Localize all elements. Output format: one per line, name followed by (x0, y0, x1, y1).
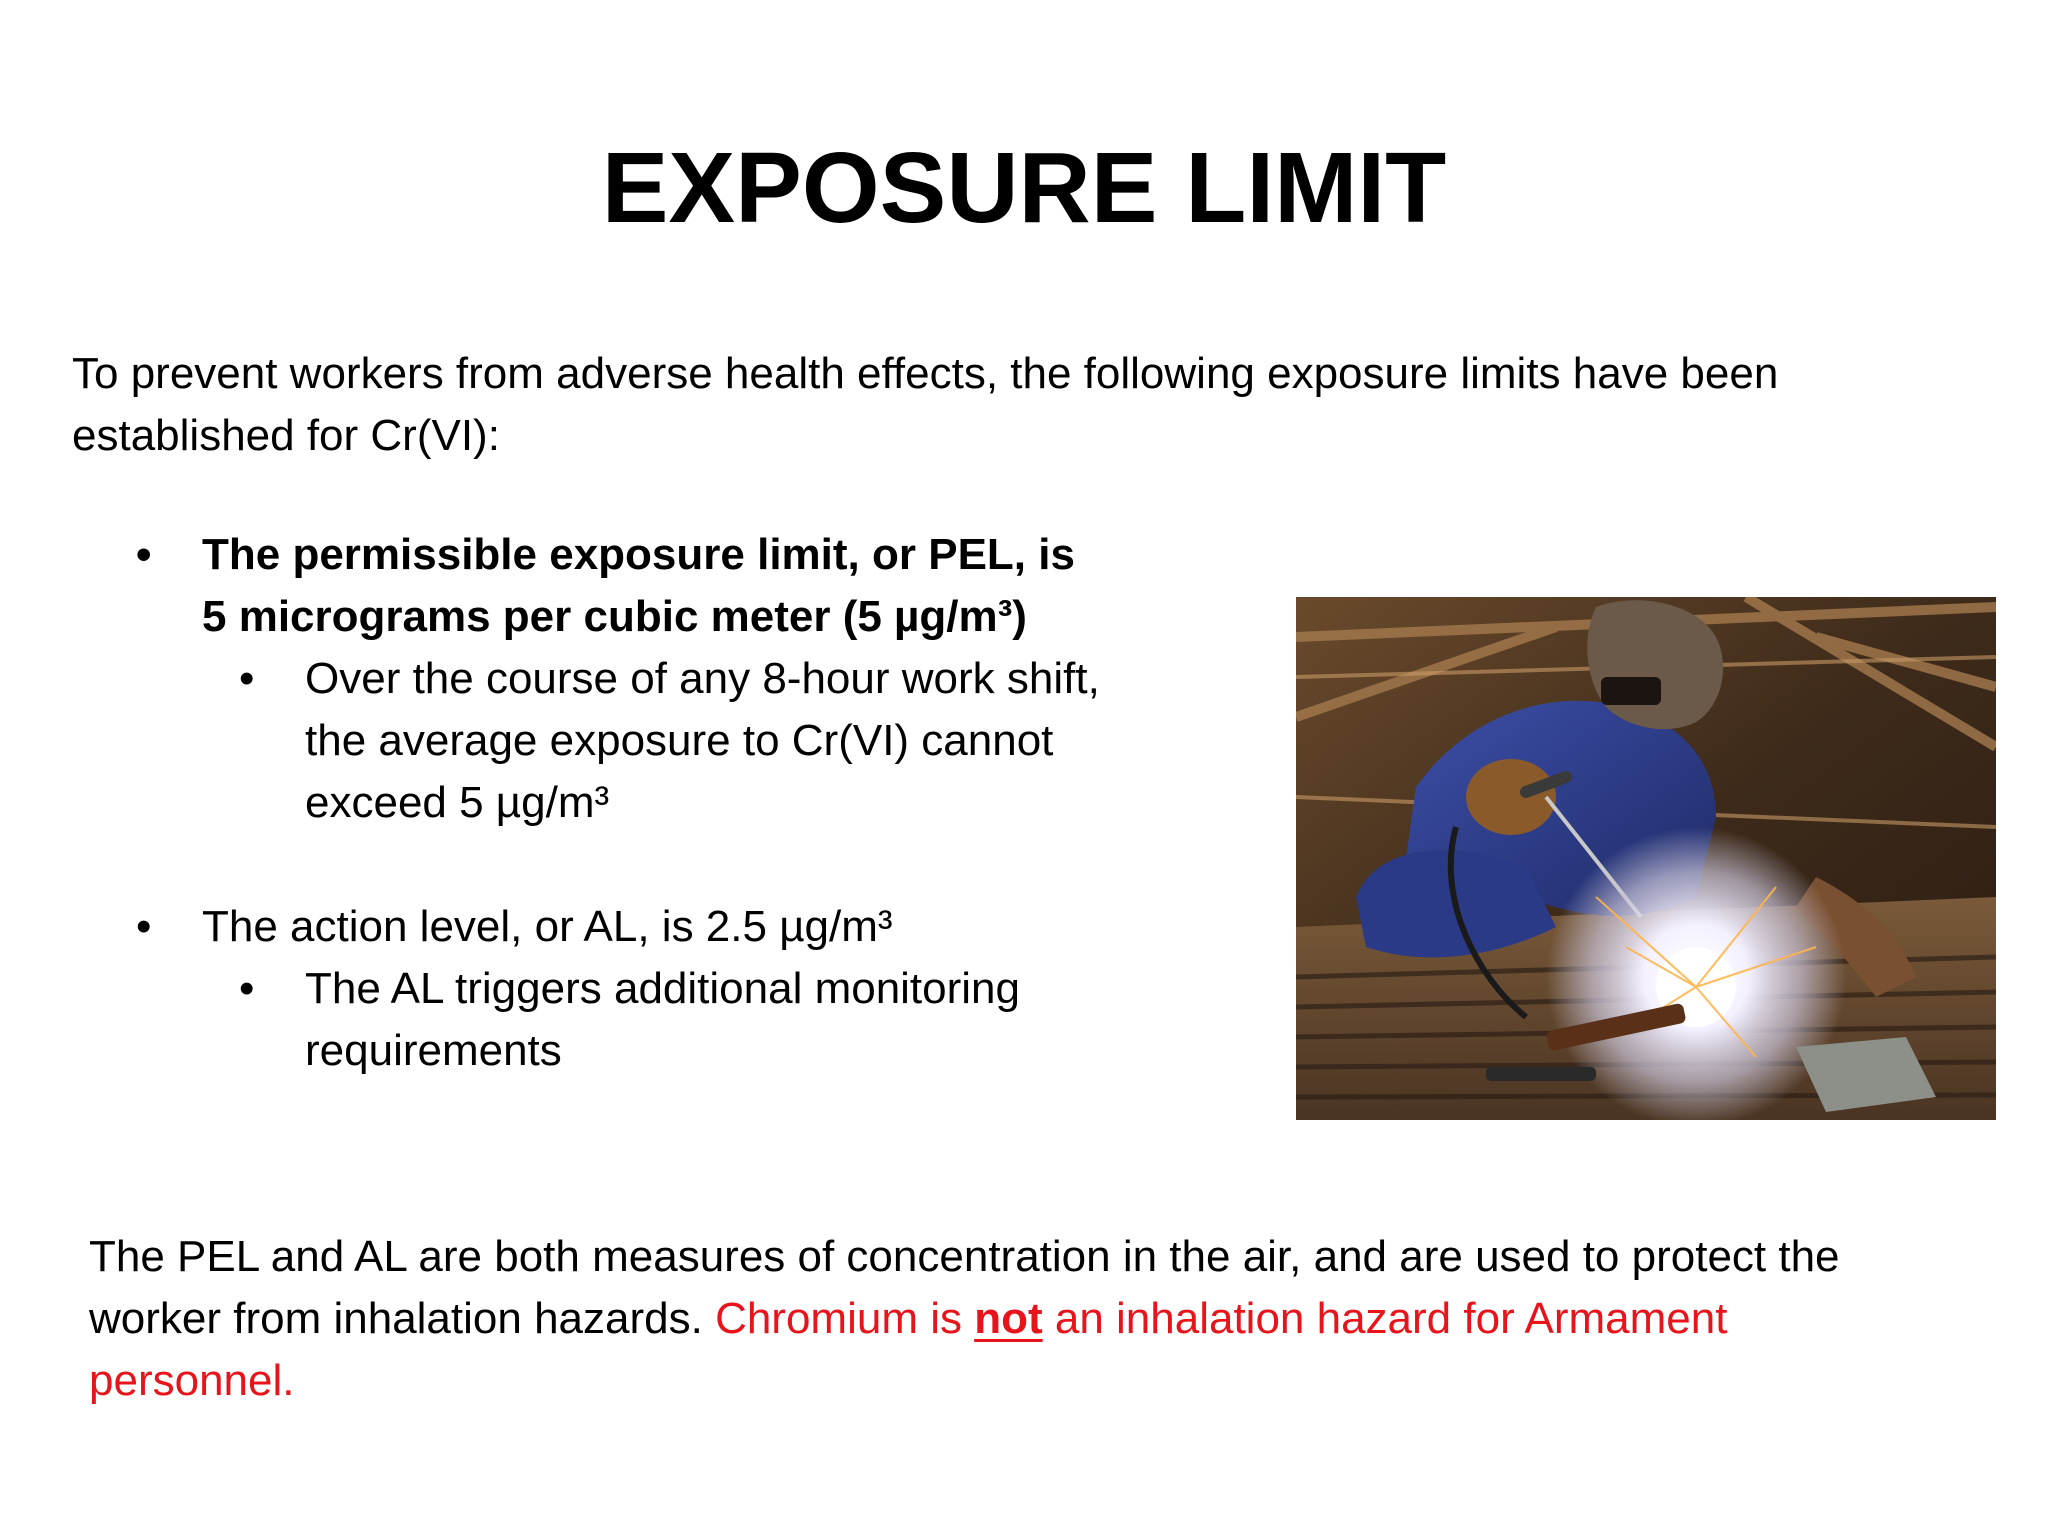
bullet-pel (136, 524, 1102, 648)
sub-bullet-pel-text: Over the course of any 8-hour work shift, the average exposure to Cr(VI) cannot exceed 5 µg/m³ (305, 654, 1100, 827)
slide-title: EXPOSURE LIMIT (601, 132, 1447, 244)
footer-note (89, 1226, 1889, 1412)
footer-warning-end: an inhalation hazard for Armament personnel. (89, 1294, 1728, 1405)
bullet-al (136, 896, 1102, 958)
sub-bullet-pel (239, 648, 1105, 834)
footer-plain-text: The PEL and AL are both measures of concentration in the air, and are used to protect the worker from inhalation hazards. (89, 1232, 1840, 1343)
welder-photo (1296, 597, 1996, 1120)
intro-paragraph: To prevent workers from adverse health effects, the following exposure limits have been established for Cr(VI): (72, 349, 1779, 460)
bullet-dot: • (136, 902, 152, 951)
bullet-pel-text: The permissible exposure limit, or PEL, is 5 micrograms per cubic meter (5 µg/m³) (202, 530, 1075, 641)
footer-warning-emphasis: not (974, 1294, 1043, 1343)
sub-bullet-dot: • (239, 964, 255, 1013)
sub-bullet-al-text: The AL triggers additional monitoring requirements (305, 964, 1020, 1075)
footer-warning-start: Chromium is (715, 1294, 975, 1343)
bullet-al-text: The action level, or AL, is 2.5 µg/m³ (202, 902, 893, 951)
sub-bullet-al (239, 958, 1105, 1082)
bullet-dot: • (136, 530, 152, 579)
sub-bullet-dot: • (239, 654, 255, 703)
